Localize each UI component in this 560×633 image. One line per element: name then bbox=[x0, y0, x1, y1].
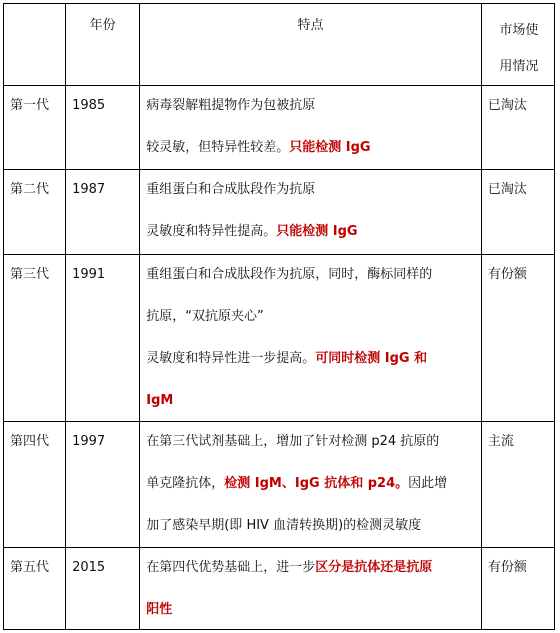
highlight-text: 区分是抗体还是抗原 bbox=[315, 560, 433, 575]
header-year: 年份 bbox=[66, 4, 140, 86]
generation-cell: 第二代 bbox=[4, 170, 66, 255]
feature-line bbox=[146, 177, 475, 203]
feature-line bbox=[146, 135, 475, 161]
header-features: 特点 bbox=[140, 4, 482, 86]
feature-text: 重组蛋白和合成肽段作为抗原 bbox=[146, 182, 316, 197]
highlight-text: 只能检测 IgG bbox=[289, 140, 371, 155]
feature-line bbox=[146, 304, 475, 330]
feature-line bbox=[146, 219, 475, 245]
market-cell: 有份额 bbox=[481, 548, 554, 630]
feature-line bbox=[146, 429, 475, 455]
highlight-text: 检测 IgM、IgG 抗体和 p24。 bbox=[224, 476, 409, 491]
header-market bbox=[481, 4, 554, 86]
feature-text: 在第四代优势基础上，进一步 bbox=[146, 560, 316, 575]
feature-line bbox=[146, 93, 475, 119]
highlight-text: 阳性 bbox=[146, 602, 173, 617]
header-market-line1: 市场使 bbox=[499, 23, 539, 38]
year-cell: 1997 bbox=[66, 422, 140, 548]
highlight-text: 可同时检测 IgG 和 bbox=[315, 351, 428, 366]
header-generation bbox=[4, 4, 66, 86]
generations-table bbox=[3, 3, 555, 630]
features-cell bbox=[140, 170, 482, 255]
feature-line bbox=[146, 346, 475, 372]
table-row bbox=[4, 422, 555, 548]
table-row bbox=[4, 548, 555, 630]
market-cell: 已淘汰 bbox=[481, 86, 554, 170]
feature-line bbox=[146, 597, 475, 623]
feature-text: 单克隆抗体， bbox=[146, 476, 225, 491]
feature-text: 灵敏度和特异性提高。 bbox=[146, 224, 277, 239]
header-market-line2: 用情况 bbox=[499, 59, 539, 74]
table-row bbox=[4, 255, 555, 422]
highlight-text: IgM bbox=[146, 393, 174, 408]
feature-text: 较灵敏，但特异性较差。 bbox=[146, 140, 290, 155]
feature-text: 重组蛋白和合成肽段作为抗原，同时，酶标同样的 bbox=[146, 267, 433, 282]
header-row bbox=[4, 4, 555, 86]
generation-cell: 第五代 bbox=[4, 548, 66, 630]
feature-line bbox=[146, 388, 475, 414]
feature-text: 灵敏度和特异性进一步提高。 bbox=[146, 351, 316, 366]
feature-line bbox=[146, 262, 475, 288]
features-cell bbox=[140, 255, 482, 422]
generation-cell: 第四代 bbox=[4, 422, 66, 548]
market-cell: 已淘汰 bbox=[481, 170, 554, 255]
year-cell: 2015 bbox=[66, 548, 140, 630]
table-row bbox=[4, 170, 555, 255]
year-cell: 1985 bbox=[66, 86, 140, 170]
table-row bbox=[4, 86, 555, 170]
feature-text: 在第三代试剂基础上，增加了针对检测 p24 抗原的 bbox=[146, 434, 440, 449]
market-cell: 主流 bbox=[481, 422, 554, 548]
feature-text: 因此增 bbox=[408, 476, 448, 491]
market-cell: 有份额 bbox=[481, 255, 554, 422]
feature-text: 加了感染早期(即 HIV 血清转换期)的检测灵敏度 bbox=[146, 518, 422, 533]
generation-cell: 第一代 bbox=[4, 86, 66, 170]
highlight-text: 只能检测 IgG bbox=[276, 224, 358, 239]
features-cell bbox=[140, 422, 482, 548]
features-cell bbox=[140, 86, 482, 170]
feature-text: 病毒裂解粗提物作为包被抗原 bbox=[146, 98, 316, 113]
feature-line bbox=[146, 555, 475, 581]
generation-cell: 第三代 bbox=[4, 255, 66, 422]
feature-line bbox=[146, 513, 475, 539]
year-cell: 1991 bbox=[66, 255, 140, 422]
feature-line bbox=[146, 471, 475, 497]
feature-text: 抗原，“双抗原夹心” bbox=[146, 309, 264, 324]
features-cell bbox=[140, 548, 482, 630]
year-cell: 1987 bbox=[66, 170, 140, 255]
